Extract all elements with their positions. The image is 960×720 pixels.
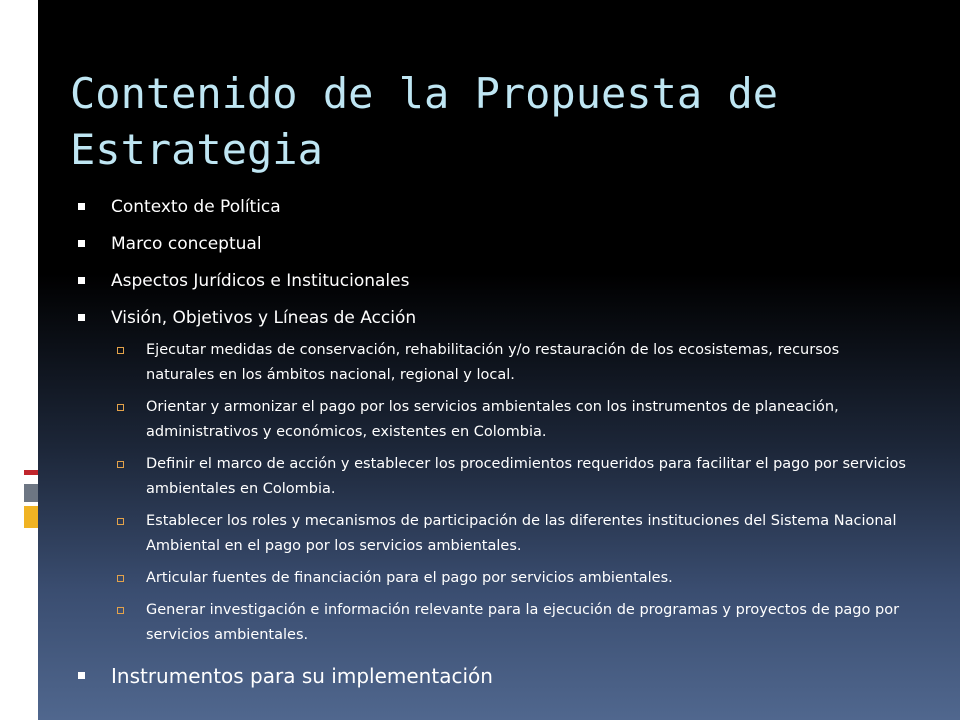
bullet-text: Visión, Objetivos y Líneas de Acción: [111, 308, 417, 328]
bullet-item: [76, 663, 906, 689]
bullet-item: [76, 307, 906, 648]
hollow-square-bullet-icon: [117, 518, 124, 525]
yellow-accent-bar: [24, 506, 38, 528]
sub-bullet-list: [111, 338, 906, 648]
slide-title: Contenido de la Propuesta de Estrategia: [70, 69, 779, 174]
red-accent-block: [0, 0, 10, 720]
hollow-square-bullet-icon: [117, 607, 124, 614]
sub-bullet-item: [111, 509, 906, 559]
sub-bullet-text: Generar investigación e información relevante para la ejecución de programas y proyectos de pago por servicios ambientales.: [146, 602, 900, 643]
bullet-item: [76, 233, 906, 255]
sub-bullet-text: Establecer los roles y mecanismos de participación de las diferentes instituciones del Sistema Nacional Ambiental en el pago por los servicios ambientales.: [146, 513, 897, 554]
hollow-square-bullet-icon: [117, 575, 124, 582]
sub-bullet-item: [111, 395, 906, 445]
bullet-item: [76, 196, 906, 218]
gray-accent-bar: [24, 484, 38, 502]
bullet-list: [76, 196, 906, 704]
sub-bullet-text: Ejecutar medidas de conservación, rehabilitación y/o restauración de los ecosistemas, recursos naturales en los ámbitos nacional, regional y local.: [146, 342, 840, 383]
sub-bullet-text: Orientar y armonizar el pago por los servicios ambientales con los instrumentos de planeación, administrativos y económicos, existentes en Colombia.: [146, 399, 839, 440]
bullet-text: Instrumentos para su implementación: [111, 664, 493, 688]
square-bullet-icon: [78, 672, 85, 679]
red-accent-bar: [24, 470, 38, 475]
sub-bullet-text: Articular fuentes de financiación para el pago por servicios ambientales.: [146, 570, 673, 586]
sub-bullet-item: [111, 566, 906, 591]
sub-bullet-item: [111, 338, 906, 388]
bullet-item: [76, 270, 906, 292]
bullet-text: Contexto de Política: [111, 197, 281, 217]
bullet-text: Marco conceptual: [111, 234, 262, 254]
hollow-square-bullet-icon: [117, 347, 124, 354]
square-bullet-icon: [78, 314, 85, 321]
sub-bullet-text: Definir el marco de acción y establecer los procedimientos requeridos para facilitar el pago por servicios ambientales en Colombia.: [146, 456, 906, 497]
hollow-square-bullet-icon: [117, 461, 124, 468]
bullet-text: Aspectos Jurídicos e Institucionales: [111, 271, 410, 291]
square-bullet-icon: [78, 203, 85, 210]
sub-bullet-item: [111, 452, 906, 502]
square-bullet-icon: [78, 277, 85, 284]
square-bullet-icon: [78, 240, 85, 247]
hollow-square-bullet-icon: [117, 404, 124, 411]
sub-bullet-item: [111, 598, 906, 648]
